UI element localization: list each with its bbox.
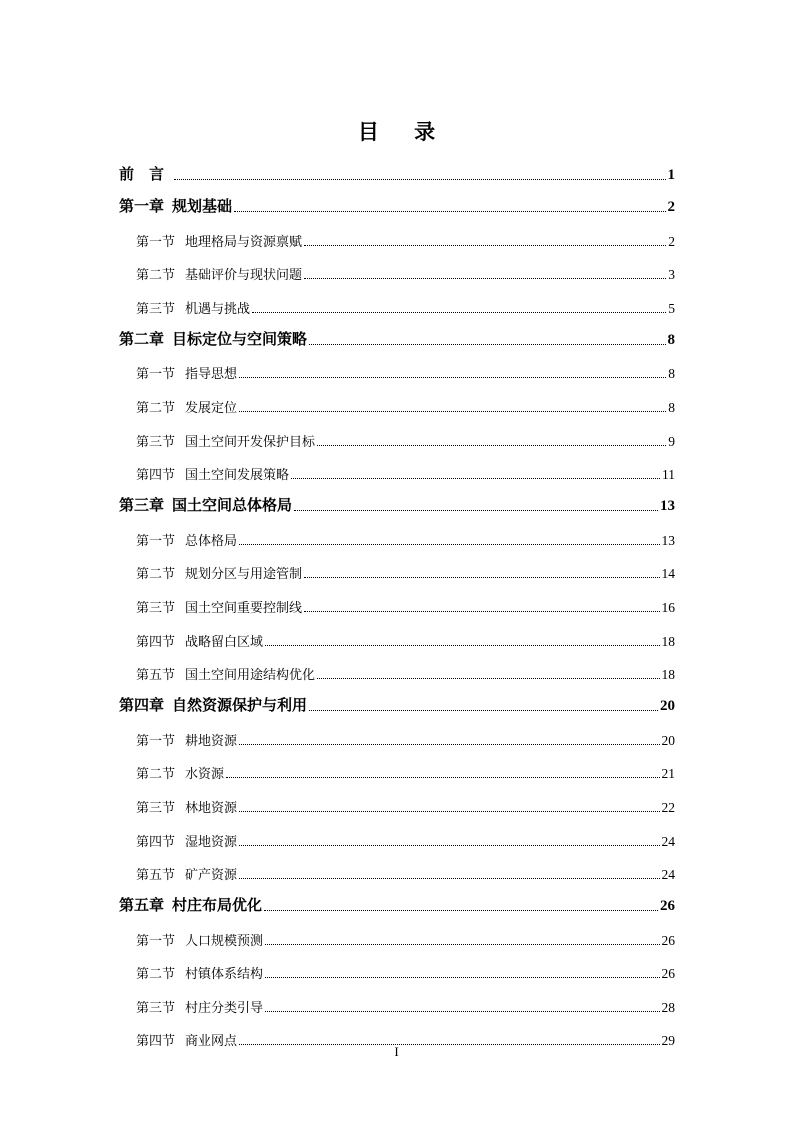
toc-entry-title: 村镇体系结构 xyxy=(185,967,264,983)
dot-leader xyxy=(239,736,659,745)
toc-entry-page-number: 3 xyxy=(668,267,675,283)
toc-section-entry[interactable] xyxy=(119,850,675,884)
toc-entry-title: 人口规模预测 xyxy=(185,933,264,949)
toc-entry-title: 规划基础 xyxy=(172,197,233,215)
dot-leader xyxy=(174,169,665,180)
dot-leader xyxy=(304,603,659,612)
toc-section-entry[interactable] xyxy=(119,582,675,616)
toc-entry-title: 自然资源保护与利用 xyxy=(172,696,308,715)
toc-entry-title: 矿产资源 xyxy=(185,868,238,884)
dot-leader xyxy=(265,969,659,978)
toc-section-entry[interactable] xyxy=(119,782,675,816)
toc-entry-page-number: 1 xyxy=(667,167,675,183)
toc-entry-title: 村庄分类引导 xyxy=(185,1000,264,1016)
dot-leader xyxy=(317,670,659,679)
dot-leader xyxy=(265,936,659,945)
toc-entry-page-number: 26 xyxy=(661,932,675,948)
toc-entry-page-number: 18 xyxy=(661,633,675,649)
toc-section-entry[interactable] xyxy=(119,416,675,450)
toc-entry-title: 发展定位 xyxy=(185,400,238,416)
dot-leader xyxy=(304,569,659,578)
toc-section-entry[interactable] xyxy=(119,450,675,484)
toc-entry-title: 总体格局 xyxy=(185,533,238,549)
toc-entry-page-number: 20 xyxy=(661,732,675,748)
toc-section-entry[interactable] xyxy=(119,650,675,684)
toc-entry-title: 耕地资源 xyxy=(185,733,238,749)
dot-leader xyxy=(239,536,659,545)
dot-leader xyxy=(317,437,666,446)
toc-section-entry[interactable] xyxy=(119,250,675,284)
dot-leader xyxy=(239,870,659,879)
dot-leader xyxy=(264,900,658,911)
toc-entry-title: 国土空间总体格局 xyxy=(172,496,293,515)
toc-section-entry[interactable] xyxy=(119,715,675,749)
footer-page-number: I xyxy=(394,1044,399,1059)
toc-entry-number: 前 言 xyxy=(119,165,165,183)
toc-entry-number: 第二节 xyxy=(136,400,176,416)
toc-entry-page-number: 26 xyxy=(660,898,675,915)
toc-entry-page-number: 28 xyxy=(661,999,675,1015)
dot-leader xyxy=(239,369,666,378)
toc-entry-page-number: 2 xyxy=(667,199,675,215)
toc-entry-number: 第五章 xyxy=(119,896,165,915)
toc-entry-number: 第四章 xyxy=(119,696,165,715)
toc-entry-number: 第二章 xyxy=(119,329,165,348)
toc-entry-number: 第三节 xyxy=(136,301,176,317)
toc-section-entry[interactable] xyxy=(119,283,675,317)
dot-leader xyxy=(309,334,665,345)
toc-entry-page-number: 16 xyxy=(661,599,675,615)
toc-section-entry[interactable] xyxy=(119,949,675,983)
toc-entry-title: 商业网点 xyxy=(185,1034,238,1050)
toc-entry-number: 第五节 xyxy=(136,868,176,884)
toc-entry-number: 第四节 xyxy=(136,1034,176,1050)
toc-entry-title: 国土空间重要控制线 xyxy=(185,600,303,616)
toc-entry-title: 规划分区与用途管制 xyxy=(185,567,303,583)
toc-entry-number: 第四节 xyxy=(136,634,176,650)
toc-entry-page-number: 5 xyxy=(668,300,675,316)
toc-entry-title: 基础评价与现状问题 xyxy=(185,268,303,284)
toc-entry-page-number: 20 xyxy=(660,698,675,715)
toc-entry-page-number: 24 xyxy=(661,867,675,883)
toc-entry-title: 机遇与挑战 xyxy=(185,301,251,317)
toc-entry-page-number: 26 xyxy=(661,966,675,982)
dot-leader xyxy=(252,304,666,313)
toc-entry-page-number: 8 xyxy=(668,399,675,415)
toc-chapter-entry[interactable] xyxy=(119,152,675,184)
dot-leader xyxy=(239,837,659,846)
toc-section-entry[interactable] xyxy=(119,216,675,250)
toc-section-entry[interactable] xyxy=(119,549,675,583)
dot-leader xyxy=(265,1003,659,1012)
toc-section-entry[interactable] xyxy=(119,982,675,1016)
toc-section-entry[interactable] xyxy=(119,749,675,783)
dot-leader xyxy=(304,237,666,246)
toc-section-entry[interactable] xyxy=(119,515,675,549)
dot-leader xyxy=(291,470,660,479)
page-title: 目 录 xyxy=(357,119,450,144)
toc-entry-page-number: 18 xyxy=(661,667,675,683)
toc-entry-title: 战略留白区域 xyxy=(185,634,264,650)
dot-leader xyxy=(304,270,666,279)
dot-leader xyxy=(309,700,658,711)
toc-section-entry[interactable] xyxy=(119,349,675,383)
toc-entry-title: 村庄布局优化 xyxy=(172,896,263,915)
toc-entry-title: 湿地资源 xyxy=(185,834,238,850)
dot-leader xyxy=(239,403,666,412)
toc-section-entry[interactable] xyxy=(119,915,675,949)
toc-entry-number: 第二节 xyxy=(136,567,176,583)
toc-entry-number: 第二节 xyxy=(136,268,176,284)
toc-entry-number: 第二节 xyxy=(136,767,176,783)
toc-entry-number: 第一节 xyxy=(136,933,176,949)
toc-chapter-entry[interactable] xyxy=(119,483,675,515)
toc-entry-title: 地理格局与资源禀赋 xyxy=(185,234,303,250)
toc-entry-number: 第一节 xyxy=(136,234,176,250)
toc-entry-page-number: 14 xyxy=(661,566,675,582)
toc-chapter-entry[interactable] xyxy=(119,883,675,915)
toc-entry-page-number: 9 xyxy=(668,433,675,449)
toc-entry-page-number: 8 xyxy=(668,366,675,382)
toc-entry-title: 林地资源 xyxy=(185,800,238,816)
toc-entry-page-number: 2 xyxy=(668,233,675,249)
toc-entry-number: 第三节 xyxy=(136,800,176,816)
toc-entry-title: 水资源 xyxy=(185,767,225,783)
toc-chapter-entry[interactable] xyxy=(119,184,675,216)
toc-entry-page-number: 11 xyxy=(662,467,675,483)
dot-leader xyxy=(265,637,659,646)
toc-entry-number: 第四节 xyxy=(136,834,176,850)
toc-entry-page-number: 21 xyxy=(661,766,675,782)
toc-entry-number: 第一节 xyxy=(136,733,176,749)
toc-entry-page-number: 13 xyxy=(661,532,675,548)
toc-section-entry[interactable] xyxy=(119,816,675,850)
toc-entry-number: 第四节 xyxy=(136,468,176,484)
toc-entry-number: 第三章 xyxy=(119,496,165,515)
dot-leader xyxy=(226,769,659,778)
toc-entry-number: 第三节 xyxy=(136,1000,176,1016)
toc-chapter-entry[interactable] xyxy=(119,683,675,715)
dot-leader xyxy=(294,500,658,511)
toc-entry-number: 第三节 xyxy=(136,600,176,616)
dot-leader xyxy=(239,803,659,812)
dot-leader xyxy=(234,201,665,212)
toc-entry-number: 第一节 xyxy=(136,533,176,549)
toc-entry-number: 第五节 xyxy=(136,668,176,684)
toc-chapter-entry[interactable] xyxy=(119,317,675,349)
table-of-contents xyxy=(119,152,675,1049)
toc-section-entry[interactable] xyxy=(119,616,675,650)
toc-entry-title: 国土空间开发保护目标 xyxy=(185,434,316,450)
toc-entry-number: 第一节 xyxy=(136,367,176,383)
toc-entry-number: 第三节 xyxy=(136,434,176,450)
toc-entry-title: 国土空间发展策略 xyxy=(185,468,290,484)
toc-entry-number: 第一章 xyxy=(119,197,165,215)
toc-entry-title: 指导思想 xyxy=(185,367,238,383)
toc-entry-title: 目标定位与空间策略 xyxy=(172,329,308,348)
toc-entry-page-number: 8 xyxy=(667,331,675,348)
toc-entry-page-number: 24 xyxy=(661,833,675,849)
toc-entry-title: 国土空间用途结构优化 xyxy=(185,668,316,684)
toc-entry-page-number: 29 xyxy=(661,1033,675,1049)
toc-entry-page-number: 22 xyxy=(661,799,675,815)
toc-entry-number: 第二节 xyxy=(136,967,176,983)
toc-section-entry[interactable] xyxy=(119,382,675,416)
toc-entry-page-number: 13 xyxy=(660,498,675,515)
